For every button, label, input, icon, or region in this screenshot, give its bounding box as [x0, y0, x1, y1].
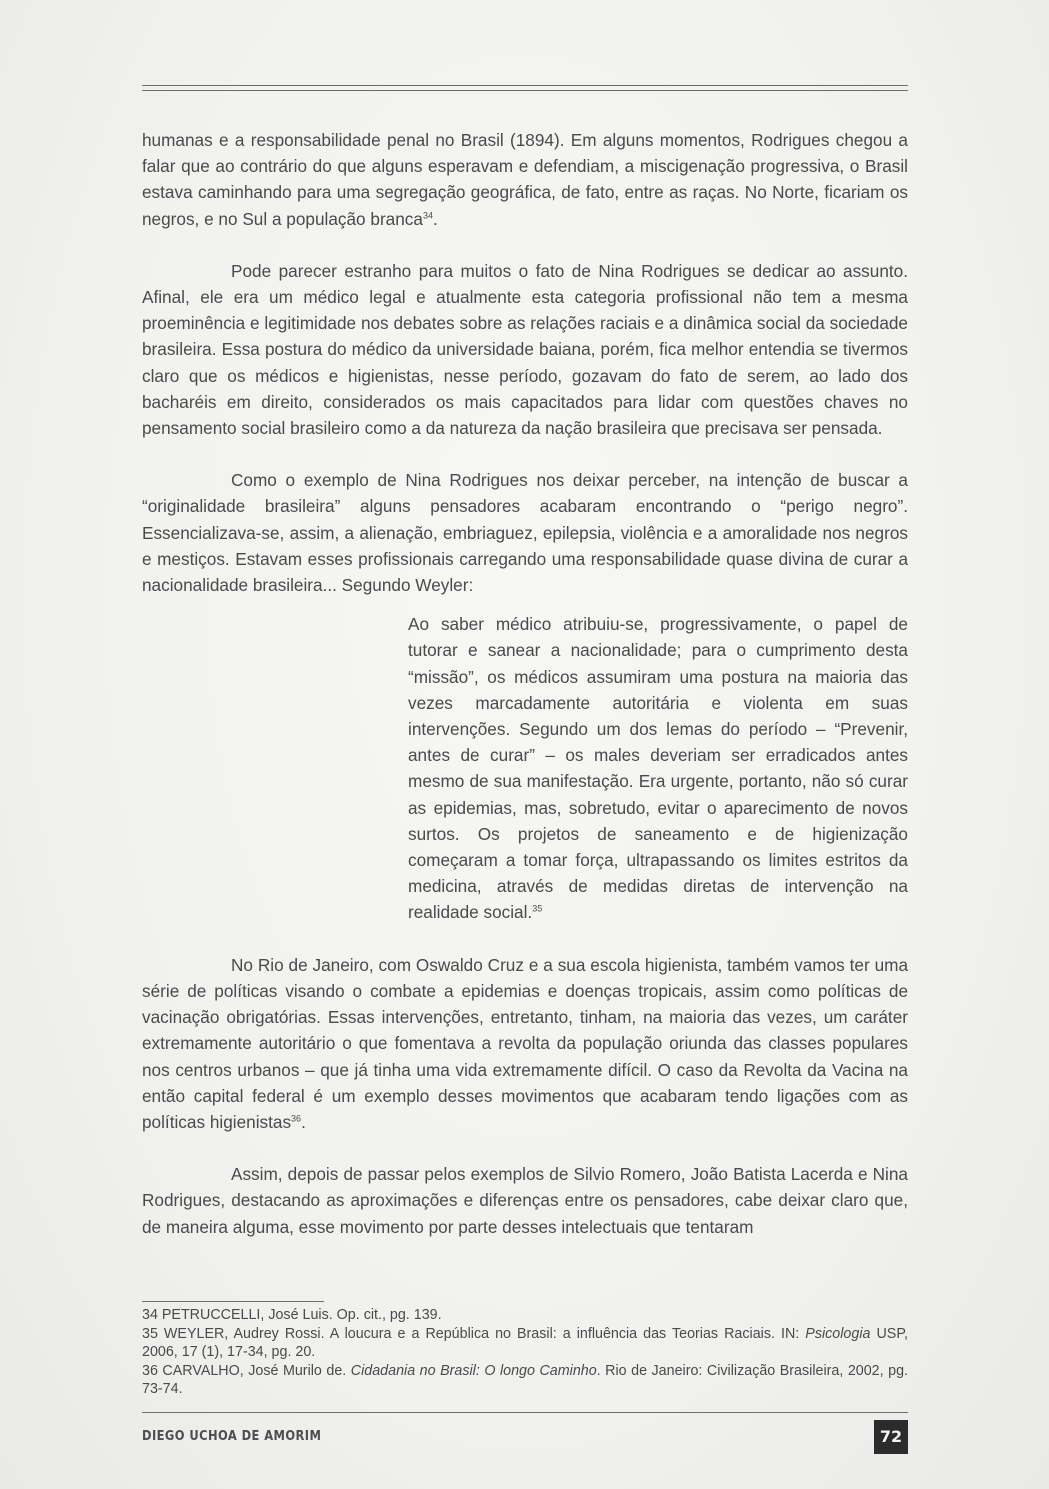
footnote-ref-34[interactable]: 34 — [422, 209, 433, 220]
footnotes — [142, 1306, 908, 1399]
footnote-ref-36[interactable]: 36 — [291, 1113, 302, 1124]
footnote-36: 36 CARVALHO, José Murilo de. Cidadania no Brasil: O longo Caminho. Rio de Janeiro: Civilização Brasileira, 2002, pg. 73-74. — [142, 1363, 908, 1397]
paragraph-3: Como o exemplo de Nina Rodrigues nos deixar perceber, na intenção de buscar a “originalidade brasileira” alguns pensadores acabaram encontrando o “perigo negro”. Essencializava-se, assim, a alienação, embriaguez, epilepsia, violência e a amoralidade nos negros e mestiços. Estavam esses profissionais carregando uma responsabilidade quase divina de curar a nacionalidade brasileira... Segundo Weyler: — [142, 470, 908, 596]
header-double-rule — [142, 85, 908, 91]
body-text — [142, 127, 908, 1240]
footer-author: DIEGO UCHOA DE AMORIM — [142, 1428, 322, 1444]
footnote-separator — [142, 1301, 324, 1302]
paragraph-4: No Rio de Janeiro, com Oswaldo Cruz e a sua escola higienista, também vamos ter uma série de políticas visando o combate a epidemias e doenças tropicais, assim como políticas de vacinação obrigatórias. Essas intervenções, entretanto, tinham, na maioria das vezes, um caráter extremamente autoritário o que fomentava a revolta da população oriunda das classes populares nos centros urbanos – que já tinha uma vida extremamente difícil. O caso da Revolta da Vacina na então capital federal é um exemplo desses movimentos que acabaram tendo ligações com as políticas higienistas$^{36}$. — [142, 954, 908, 1132]
footnote-ref-35[interactable]: 35 — [532, 903, 543, 914]
page-number: 72 — [874, 1420, 908, 1454]
paragraph-2: Pode parecer estranho para muitos o fato de Nina Rodrigues se dedicar ao assunto. Afinal, ele era um médico legal e atualmente esta categoria profissional não tem a mesma proeminência e legitimidade nos debates sobre as relações raciais e a dinâmica social da sociedade brasileira. Essa postura do médico da universidade baiana, porém, fica melhor entendia se tivermos claro que os médicos e higienistas, nesse período, gozavam do fato de serem, ao lado dos bacharéis em direito, considerados os mais capacitados para lidar com questões chaves no pensamento social brasileiro como a da natureza da nação brasileira que precisava ser pensada. — [142, 260, 908, 439]
footnote-34: 34 PETRUCCELLI, José Luis. Op. cit., pg. 139. — [142, 1307, 442, 1323]
paragraph-1: humanas e a responsabilidade penal no Brasil (1894). Em alguns momentos, Rodrigues chegou a falar que ao contrário do que alguns esperavam e defendiam, a miscigenação progressiva, o Brasil estava caminhando para uma segregação geográfica, de fato, entre as raças. No Norte, ficariam os negros, e no Sul a população branca$^{34}$. — [142, 130, 908, 229]
footer-rule — [142, 1412, 908, 1413]
paragraph-5: Assim, depois de passar pelos exemplos de Silvio Romero, João Batista Lacerda e Nina Rodrigues, destacando as aproximações e diferenças entre os pensadores, cabe deixar claro que, de maneira alguma, esse movimento por parte desses intelectuais que tentaram — [142, 1164, 908, 1237]
block-quote: Ao saber médico atribuiu-se, progressivamente, o papel de tutorar e sanear a nacionalidade; para o cumprimento desta “missão”, os médicos assumiram uma postura na maioria das vezes marcadamente autoritária e violenta em suas intervenções. Segundo um dos lemas do período – “Prevenir, antes de curar” – os males deveriam ser erradicados antes mesmo de sua manifestação. Era urgente, portanto, não só curar as epidemias, mas, sobretudo, evitar o aparecimento de novos surtos. Os projetos de saneamento e de higienização começaram a tomar força, ultrapassando os limites estritos da medicina, através de medidas diretas de intervenção na realidade social.$^{35}$ — [408, 614, 908, 923]
footnote-35: 35 WEYLER, Audrey Rossi. A loucura e a República no Brasil: a influência das Teorias Raciais. IN: Psicologia USP, 2006, 17 (1), 17-34, pg. 20. — [142, 1326, 909, 1360]
